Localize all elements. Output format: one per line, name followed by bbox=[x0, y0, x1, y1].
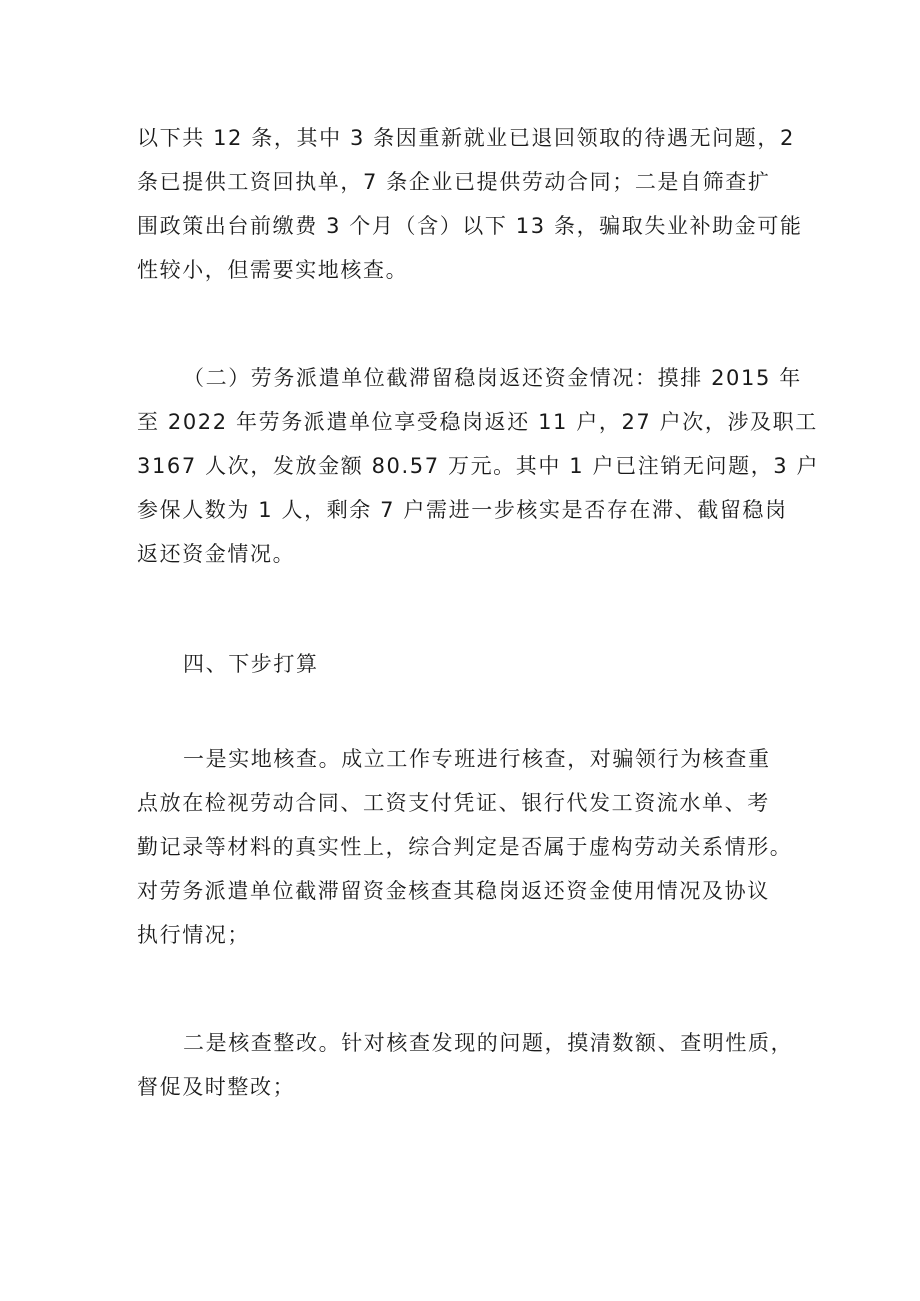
paragraph-line: 对劳务派遣单位截滞留资金核查其稳岗返还资金使用情况及协议 bbox=[137, 879, 770, 903]
paragraph-line: 执行情况； bbox=[137, 923, 250, 947]
paragraph-line: 性较小，但需要实地核查。 bbox=[137, 258, 409, 282]
paragraph-line: 点放在检视劳动合同、工资支付凭证、银行代发工资流水单、考 bbox=[137, 791, 770, 815]
paragraph-line: 3167 人次，发放金额 80.57 万元。其中 1 户已注销无问题，3 户 bbox=[137, 454, 820, 478]
paragraph-line: （二）劳务派遣单位截滞留稳岗返还资金情况：摸排 2015 年 bbox=[183, 366, 802, 390]
paragraph-line: 返还资金情况。 bbox=[137, 542, 296, 566]
section-heading: 四、下步打算 bbox=[183, 652, 319, 676]
paragraph-line: 以下共 12 条，其中 3 条因重新就业已退回领取的待遇无问题，2 bbox=[137, 126, 795, 150]
paragraph-line: 至 2022 年劳务派遣单位享受稳岗返还 11 户，27 户次，涉及职工 bbox=[137, 410, 818, 434]
paragraph-line: 二是核查整改。针对核查发现的问题，摸清数额、查明性质， bbox=[183, 1031, 794, 1055]
paragraph-line: 参保人数为 1 人，剩余 7 户需进一步核实是否存在滞、截留稳岗 bbox=[137, 498, 788, 522]
paragraph-line: 督促及时整改； bbox=[137, 1075, 296, 1099]
paragraph-line: 围政策出台前缴费 3 个月（含）以下 13 条，骗取失业补助金可能 bbox=[137, 214, 803, 238]
paragraph-line: 一是实地核查。成立工作专班进行核查，对骗领行为核查重 bbox=[183, 747, 771, 771]
paragraph-line: 勤记录等材料的真实性上，综合判定是否属于虚构劳动关系情形。 bbox=[137, 835, 793, 859]
paragraph-line: 条已提供工资回执单，7 条企业已提供劳动合同；二是自筛查扩 bbox=[137, 170, 771, 194]
